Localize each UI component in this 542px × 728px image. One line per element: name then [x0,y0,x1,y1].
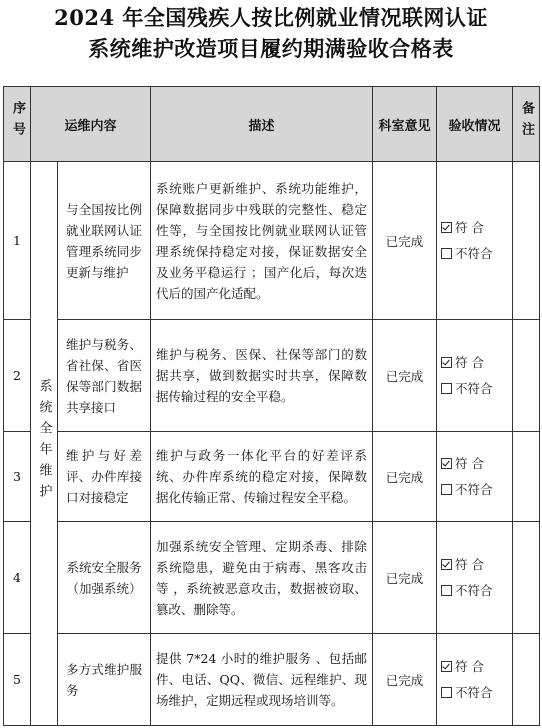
fail-option[interactable] [437,376,512,402]
table-row [4,432,540,522]
desc-text: 维护与政务一体化平台的好差评系统、办件库系统的稳定对接，保障数据化传输正常、传输过程安全平稳。 [156,448,368,505]
desc-text: 加强系统安全管理、定期杀毒、排除 系统隐患，避免由于病毒、黑客攻击等 ，系统被恶意攻击，数据被窃取、 篡改、删除等。 [156,538,368,617]
desc-cell [151,162,373,320]
row-number: 5 [4,634,31,726]
pass-label: 符 合 [455,556,484,572]
item-text: 维护与好差评、办件库接口对接稳定 [66,448,143,505]
header-note [513,87,540,162]
header-num-label: 序号 [10,101,25,143]
item-text: 系统安全服务（加强系统） [66,559,142,596]
acceptance-cell [437,320,513,432]
opinion-cell: 已完成 [373,432,437,522]
desc-cell [151,432,373,522]
note-cell [513,522,540,634]
item-text: 与全国按比例就业联网认证管理系统同步更新与维护 [66,201,143,280]
acceptance-cell [437,162,513,320]
header-content: 运维内容 [31,87,151,162]
fail-checkbox[interactable] [441,383,452,394]
item-text: 维护与税务、省社保、省医保等部门数据共享接口 [66,336,143,415]
pass-checkbox[interactable] [441,222,452,233]
fail-option[interactable] [437,477,512,503]
pass-checkbox[interactable] [441,661,452,672]
pass-option[interactable] [437,451,512,477]
opinion-cell: 已完成 [373,634,437,726]
desc-cell [151,522,373,634]
row-number: 4 [4,522,31,634]
fail-option[interactable] [437,680,512,706]
pass-checkbox[interactable] [441,559,452,570]
table-row [4,634,540,726]
pass-checkbox[interactable] [441,458,452,469]
opinion-cell: 已完成 [373,320,437,432]
header-acceptance: 验收情况 [437,87,513,162]
item-cell [58,522,151,634]
header-opinion: 科室意见 [373,87,437,162]
fail-label: 不符合 [455,684,493,700]
fail-checkbox[interactable] [441,585,452,596]
category-label: 系统全年维护 [36,379,52,505]
item-cell [58,162,151,320]
fail-label: 不符合 [455,582,493,598]
desc-text: 系统账户更新维护、系统功能维护，保障数据同步中残联的完整性、稳定性等，与全国按比例就业联网认证管 理系统保持稳定对接，保证数据安全及业务平稳运行 ；国产化后，每次迭代后的国产化适配。 [156,180,368,301]
table-row [4,162,540,320]
desc-text: 提供 7*24 小时的维护服务 、包括邮件、电话、QQ、微信、远程维护、现 场维护，定期远程或现场培训等。 [156,651,368,708]
pass-option[interactable] [437,215,512,241]
pass-checkbox[interactable] [441,357,452,368]
document-title-line2: 系统维护改造项目履约期满验收合格表 [88,36,454,61]
item-cell [58,634,151,726]
pass-label: 符 合 [455,354,484,370]
header-num [4,87,31,162]
pass-label: 符 合 [455,658,484,674]
acceptance-cell [437,634,513,726]
header-note-label: 备注 [519,101,535,143]
category-cell [31,162,58,726]
fail-checkbox[interactable] [441,484,452,495]
desc-cell [151,320,373,432]
pass-option[interactable] [437,654,512,680]
item-cell [58,432,151,522]
table-row [4,320,540,432]
pass-label: 符 合 [455,219,484,235]
item-text: 多方式维护服务 [66,661,143,698]
pass-option[interactable] [437,552,512,578]
item-cell [58,320,151,432]
row-number: 3 [4,432,31,522]
row-number: 2 [4,320,31,432]
note-cell [513,162,540,320]
acceptance-table [3,86,540,726]
document-title-line1: 2024 年全国残疾人按比例就业情况联网认证 [54,5,488,30]
fail-checkbox[interactable] [441,687,452,698]
header-desc: 描述 [151,87,373,162]
fail-label: 不符合 [455,245,493,261]
pass-label: 符 合 [455,455,484,471]
pass-option[interactable] [437,350,512,376]
fail-option[interactable] [437,241,512,267]
acceptance-cell [437,432,513,522]
opinion-cell: 已完成 [373,522,437,634]
table-header-row [4,87,540,162]
desc-text: 维护与税务、医保、社保等部门的数据共享，做到数据实时共享，保障数据传输过程的安全平稳。 [156,347,368,404]
acceptance-cell [437,522,513,634]
table-row [4,522,540,634]
fail-label: 不符合 [455,481,493,497]
fail-checkbox[interactable] [441,248,452,259]
fail-option[interactable] [437,578,512,604]
desc-cell [151,634,373,726]
note-cell [513,320,540,432]
fail-label: 不符合 [455,380,493,396]
note-cell [513,432,540,522]
row-number: 1 [4,162,31,320]
note-cell [513,634,540,726]
opinion-cell: 已完成 [373,162,437,320]
